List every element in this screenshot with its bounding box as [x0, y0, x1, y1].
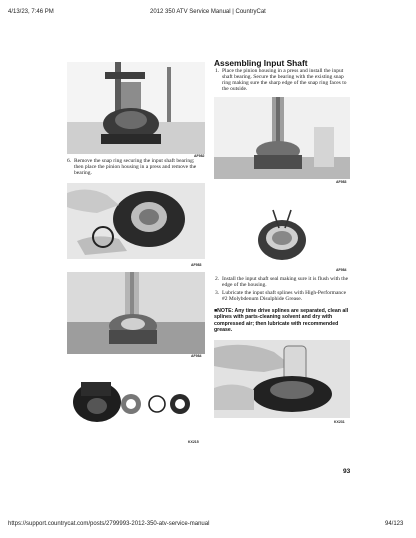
step-text: Lubricate the input shaft splines with High-Performance #2 Molybdenum Disulphide Grease. [222, 290, 347, 302]
photo-parts-layout [67, 372, 205, 434]
photo-remove-bearing [67, 183, 205, 259]
step-2 [215, 276, 352, 288]
step-1 [215, 68, 352, 92]
figure-caption-af984-left: AF984 [191, 354, 202, 358]
print-url: https://support.countrycat.com/posts/2799993-2012-350-atv-service-manual [8, 521, 210, 527]
step-number: 1. [215, 68, 220, 74]
step-text: Remove the snap ring securing the input shaft bearing; then place the pinion housing in a press and remove the bearing. [74, 158, 197, 176]
print-page-title: 2012 350 ATV Service Manual | CountryCat [150, 9, 266, 15]
figure-caption-af983-left: AF983 [191, 263, 202, 267]
step-number: 6. [67, 158, 72, 164]
section-heading: Assembling Input Shaft [214, 58, 308, 68]
photo-lubricate-splines [214, 340, 350, 418]
photo-snap-ring [255, 206, 309, 268]
step-3 [215, 290, 352, 302]
photo-install-bearing [214, 97, 350, 179]
figure-caption-kx215: KX215 [188, 440, 199, 444]
step-number: 2. [215, 276, 220, 282]
step-text: Place the pinion housing in a press and install the input shaft bearing. Secure the bearing with the existing snap ring making sure the sharp edge of the snap ring faces to the outside. [222, 68, 347, 92]
step-number: 3. [215, 290, 220, 296]
photo-bearing-press [67, 272, 205, 354]
note-splines: ■NOTE: Any time drive splines are separated, clean all splines with parts-cleaning solvent and dry with compressed air; then lubricate with recommended grease. [214, 308, 349, 333]
manual-page-number: 93 [343, 468, 351, 475]
figure-caption-kx231: KX231 [334, 420, 345, 424]
figure-caption-af983-right: AF983 [336, 180, 347, 184]
step-6 [67, 158, 204, 176]
print-page-count: 94/123 [385, 521, 404, 527]
step-text: Install the input shaft seal making sure it is flush with the edge of the housing. [222, 276, 349, 288]
print-datetime: 4/13/23, 7:46 PM [8, 9, 54, 15]
figure-caption-af984-right: AF984 [336, 268, 347, 272]
figure-caption-af982: AF982 [194, 154, 205, 158]
photo-press-housing [67, 62, 205, 154]
